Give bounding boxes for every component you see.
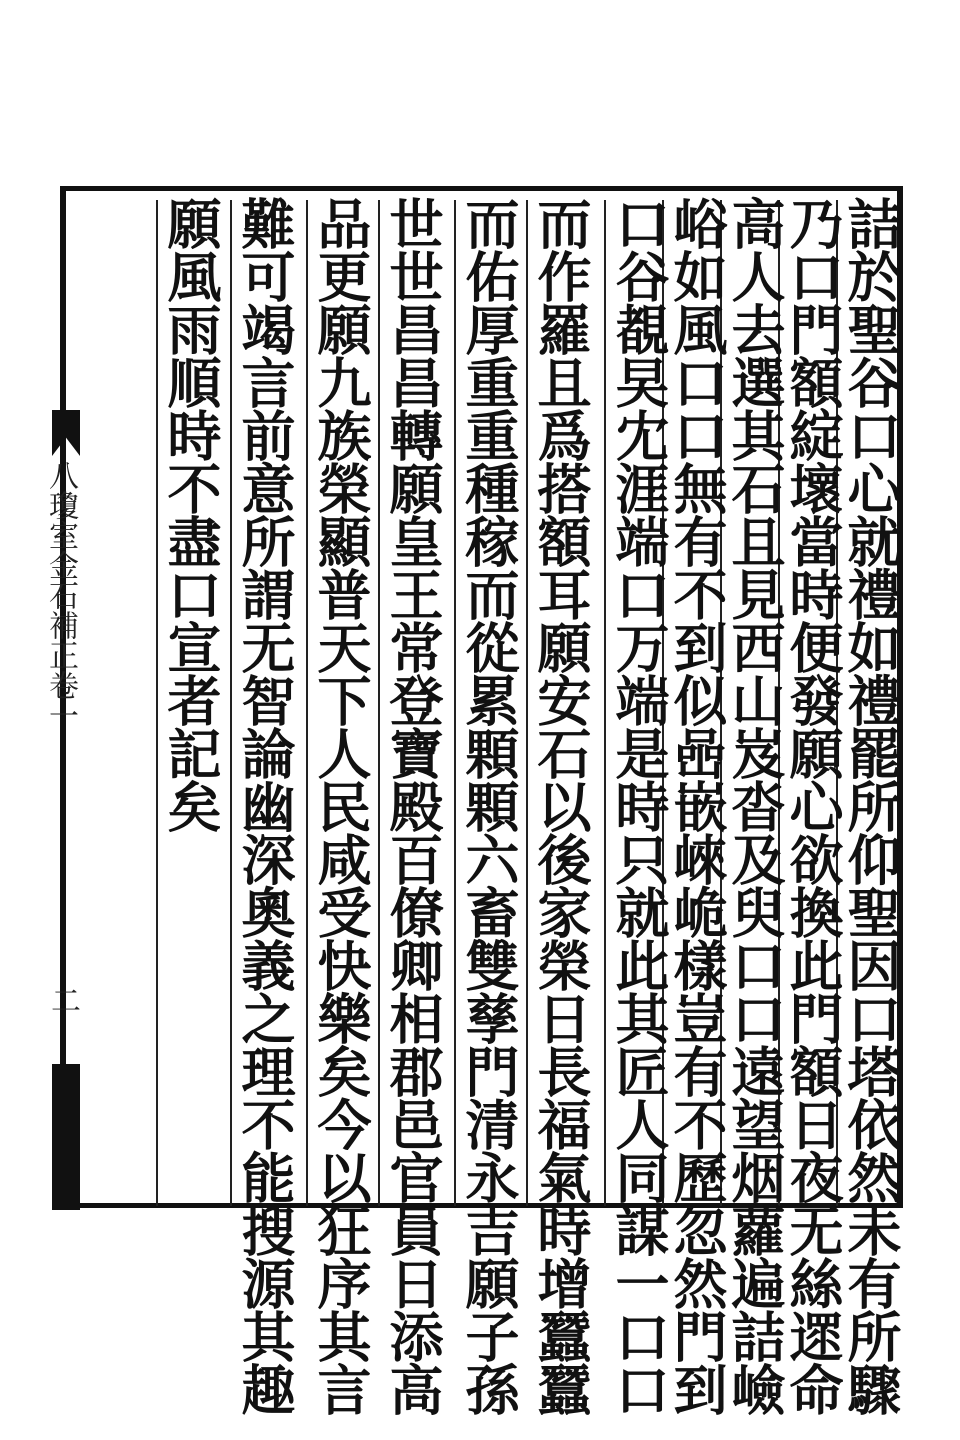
text-column-8: 世世昌昌轉願皇王常登寶殿百僚卿相郡邑官員日添高 <box>381 196 445 1415</box>
text-column-9: 品更願九族榮顯普天下人民咸受快樂矣今以狂序其言 <box>309 196 373 1415</box>
frame-top-rule <box>60 186 902 191</box>
column-divider <box>454 200 456 1206</box>
margin-title: 八瓊室金石補正卷一 <box>43 460 78 730</box>
column-divider <box>604 200 606 1206</box>
text-column-1: 詰於聖谷口心就禮如禮罷所仰聖因口塔依然未有所驟 <box>839 196 903 1415</box>
fishtail-mark-bottom <box>52 1064 80 1210</box>
column-divider <box>526 200 528 1206</box>
column-divider <box>306 200 308 1206</box>
text-column-6: 而作羅且爲搭額耳願安石以後家榮日長福氣時增蠶蠶 <box>529 196 593 1415</box>
column-divider <box>156 200 158 1206</box>
column-divider <box>378 200 380 1206</box>
text-column-10: 難可竭言前意所謂无智論幽深奧義之理不能搜源其趣 <box>233 196 297 1415</box>
text-column-5: 口谷覩旲冘涯端口万端是時只就此其匠人同謀一口口 <box>607 196 671 1415</box>
column-divider <box>230 200 232 1206</box>
text-column-2: 乃口門額綻壞當時便發願心欲換此門額日夜无絲遝命 <box>781 196 845 1415</box>
text-column-11: 願風雨順時不盡口宣者記矣 <box>159 196 223 832</box>
text-column-7: 而佑厚重重種稼而從累顆顆六畜雙孳門清永吉願子孫 <box>457 196 521 1415</box>
text-column-3: 高人去選其石且見西山岌沓及臾口口遠望烟蘿遍詰嶮 <box>723 196 787 1415</box>
margin-page-number: 二 <box>45 985 80 1015</box>
text-column-4: 峪如風口口無有不到似喦嵌崍峗樣豈有不歷忽然門到 <box>665 196 729 1415</box>
fishtail-mark-top <box>52 410 80 456</box>
